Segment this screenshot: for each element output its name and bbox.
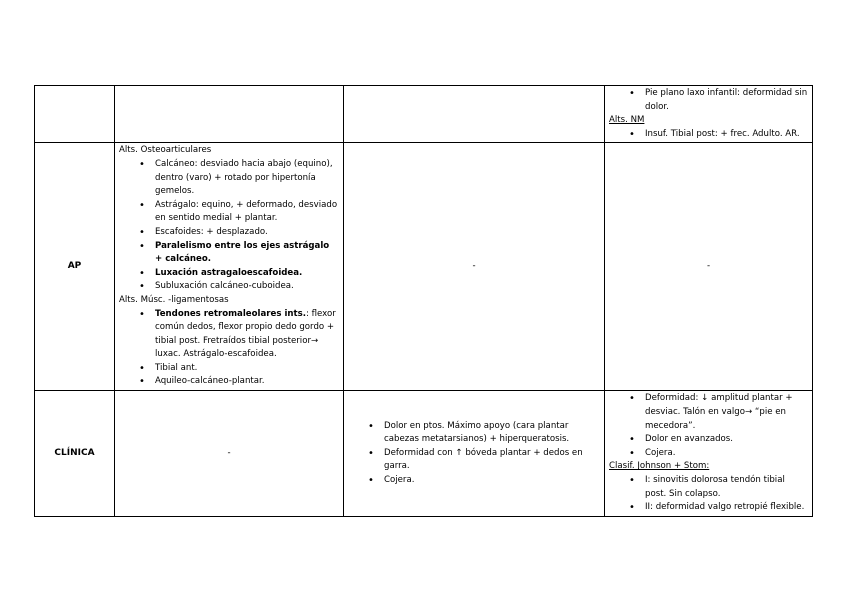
row1-col3-cell [344, 86, 605, 143]
osteoarticular-list [119, 158, 339, 294]
section-heading: Alts. NM [609, 115, 645, 126]
row1-col4-cell [605, 86, 813, 143]
row1-col4-list-bottom [609, 128, 808, 142]
row3-col3-cell [344, 391, 605, 516]
content-table [34, 85, 813, 517]
row2-col3-cell: - [344, 143, 605, 391]
list-item-text: Subluxación calcáneo-cuboidea. [155, 281, 294, 292]
list-item [155, 158, 339, 199]
list-item [155, 199, 339, 226]
list-item-bold: Luxación astragaloescafoidea. [155, 267, 303, 278]
row3-col4-cell [605, 391, 813, 516]
section-heading: Alts. Músc. -ligamentosas [119, 294, 229, 305]
list-item-text: Tibial ant. [155, 362, 198, 373]
row1-col4-list-top [609, 87, 808, 114]
section-heading: Clasif. Johnson + Stom: [609, 461, 710, 472]
list-item: • Deformidad: ↓ amplitud plantar + desviac. Talón en valgo→ “pie en mecedora”. [645, 392, 808, 433]
row3-col2-cell: - [115, 391, 344, 516]
list-item [155, 280, 339, 294]
list-item: • Cojera. [645, 447, 808, 461]
row1-col2-cell [115, 86, 344, 143]
row1-label-cell [35, 86, 115, 143]
musculo-ligamentous-list [119, 308, 339, 390]
list-item: • I: sinovitis dolorosa tendón tibial post. Sin colapso. [645, 474, 808, 501]
list-item-text: Calcáneo: desviado hacia abajo (equino), dentro (varo) + rotado por hipertonía gemelos. [155, 158, 333, 197]
clinical-list [348, 420, 600, 488]
list-item: • Pie plano laxo infantil: deformidad sin dolor. [645, 87, 808, 114]
row2-col2-cell [115, 143, 344, 391]
list-item-text: : flexor común dedos, flexor propio dedo gordo + tibial post. Fretraídos tibial posterior→ luxac. Astrágalo-escafoidea. [155, 308, 336, 360]
list-item: • Cojera. [384, 474, 600, 488]
row2-col4-cell: - [605, 143, 813, 391]
list-item [155, 240, 339, 267]
table-row [35, 86, 813, 143]
list-item [155, 375, 339, 389]
list-item: • Deformidad con ↑ bóveda plantar + dedos en garra. [384, 447, 600, 474]
list-item-text: Escafoides: + desplazado. [155, 226, 268, 237]
row-label-clinica: CLÍNICA [35, 391, 115, 516]
list-item: • Dolor en avanzados. [645, 433, 808, 447]
list-item: • II: deformidad valgo retropié flexible. [645, 501, 808, 515]
list-item-text: Aquileo-calcáneo-plantar. [155, 376, 265, 387]
list-item-bold: Tendones retromaleolares ints. [155, 308, 306, 319]
list-item-bold: Paralelismo entre los ejes astrágalo + calcáneo. [155, 240, 330, 265]
list-item [155, 267, 339, 281]
row-label-ap: AP [35, 143, 115, 391]
list-item [155, 362, 339, 376]
list-item: • Dolor en ptos. Máximo apoyo (cara plantar cabezas metatarsianos) + hiperqueratosis. [384, 420, 600, 447]
list-item: • Insuf. Tibial post: + frec. Adulto. AR. [645, 128, 808, 142]
list-item [155, 226, 339, 240]
row3-col4-list-top [609, 392, 808, 460]
table-row [35, 391, 813, 516]
row3-col4-list-bottom [609, 474, 808, 515]
list-item-text: Astrágalo: equino, + deformado, desviado en sentido medial + plantar. [155, 199, 338, 224]
table-row [35, 143, 813, 391]
list-item [155, 308, 339, 362]
section-heading: Alts. Osteoarticulares [119, 145, 212, 156]
